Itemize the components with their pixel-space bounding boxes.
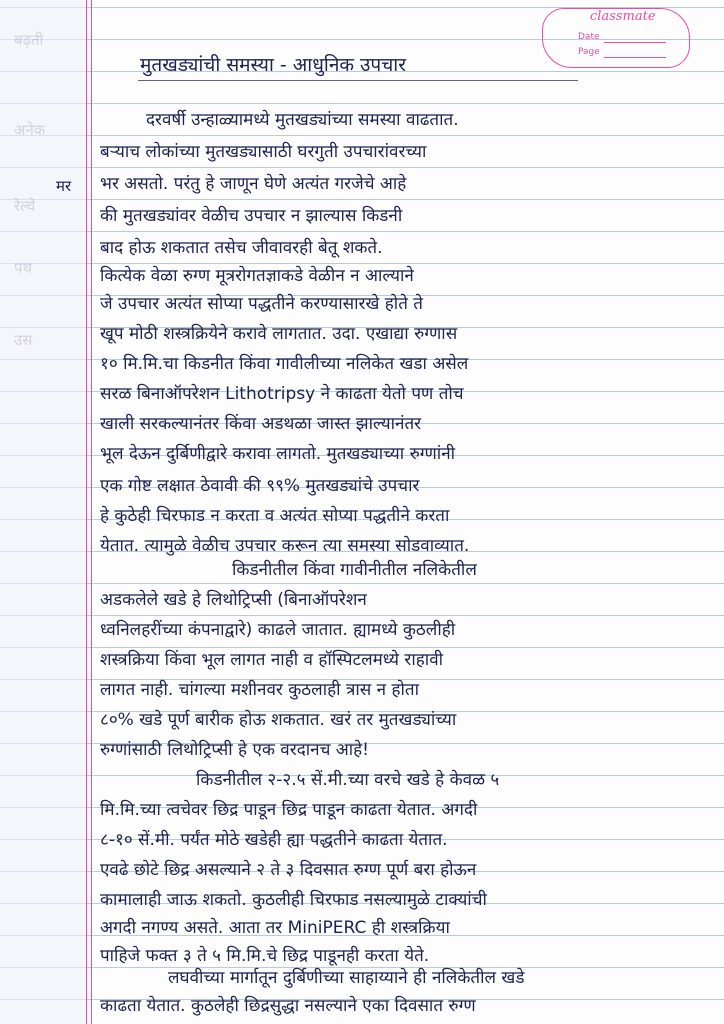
margin-line-outer [86,0,87,1024]
text-line: किडनीतील २-२.५ सें.मी.च्या वरचे खडे हे केवळ ५ [196,770,500,790]
text-line: बऱ्याच लोकांच्या मुतखड्यासाठी घरगुती उपचारांवरच्या [100,142,427,162]
text-line: की मुतखड्यांवर वेळीच उपचार न झाल्यास किडनी [100,206,403,226]
text-line: अडकलेले खडे हे लिथोट्रिप्सी (बिनाऑपरेशन [100,590,367,610]
text-line: दरवर्षी उन्हाळ्यामध्ये मुतखड्यांच्या समस्या वाढतात. [146,110,459,130]
text-line: एवढे छोटे छिद्र असल्याने २ ते ३ दिवसात रुग्ण पूर्ण बरा होऊन [100,860,477,880]
title-underline [138,80,578,81]
text-line: किडनीतील किंवा गावीनीतील नलिकेतील [232,560,477,580]
bleed-through-text: उस [14,331,33,349]
text-line: बाद होऊ शकतात तसेच जीवावरही बेतू शकते. [100,238,383,258]
notebook-brand: classmate [590,9,656,24]
text-line: अगदी नगण्य असते. आता तर MiniPERC ही शस्त्रक्रिया [100,918,450,938]
text-line: कित्येक वेळा रुग्ण मूत्ररोगतज्ञाकडे वेळीन न आल्याने [100,266,414,286]
page-title: मुतखड्यांची समस्या - आधुनिक उपचार [140,54,406,76]
text-line: ८-१० सें.मी. पर्यंत मोठे खडेही ह्या पद्धतीने काढता येतात. [100,830,448,850]
text-line: हे कुठेही चिरफाड न करता व अत्यंत सोप्या पद्धतीने करता [100,506,450,526]
text-line: भर असतो. परंतु हे जाणून घेणे अत्यंत गरजेचे आहे [100,174,407,194]
margin-note: मर [56,177,72,195]
left-margin-area [0,0,86,1024]
page-label: Page [578,47,600,57]
bleed-through-text: अनेक [14,121,46,139]
text-line: रुग्णांसाठी लिथोट्रिप्सी हे एक वरदानच आहे! [100,740,369,760]
text-line: खाली सरकल्यानंतर किंवा अडथळा जास्त झाल्यानंतर [100,414,422,434]
text-line: एक गोष्ट लक्षात ठेवावी की ९९% मुतखड्यांचे उपचार [100,476,420,496]
text-line: शस्त्रक्रिया किंवा भूल लागत नाही व हॉस्पिटलमध्ये राहावी [100,650,444,670]
date-line [604,42,666,43]
bleed-through-text: बढ़ती [14,31,44,49]
date-label: Date [578,32,600,42]
text-line: कामालाही जाऊ शकतो. कुठलीही चिरफाड नसल्यामुळे टाक्यांची [100,890,487,910]
text-line: काढता येतात. कुठलेही छिद्रसुद्धा नसल्याने एका दिवसात रुग्ण [100,996,476,1016]
text-line: खूप मोठी शस्त्रक्रियेने करावे लागतात. उदा. एखाद्या रुग्णास [100,324,458,344]
text-line: जे उपचार अत्यंत सोप्या पद्धतीने करण्यासारखे होते ते [100,294,423,314]
text-line: येतात. त्यामुळे वेळीच उपचार करून त्या समस्या सोडवाव्यात. [100,536,470,556]
text-line: ध्वनिलहरींच्या कंपनाद्वारे) काढले जातात. ह्यामध्ये कुठलीही [100,620,456,640]
margin-line-inner [91,0,92,1024]
text-line: सरळ बिनाऑपरेशन Lithotripsy ने काढता येतो पण तोच [100,384,464,404]
bleed-through-text: रेल्वे [14,197,36,215]
text-line: १० मि.मि.चा किडनीत किंवा गावीलीच्या नलिकेत खडा असेल [100,354,469,374]
text-line: ८०% खडे पूर्ण बारीक होऊ शकतात. खरं तर मुतखड्यांच्या [100,710,457,730]
text-line: लघवीच्या मार्गातून दुर्बिणीच्या साहाय्याने ही नलिकेतील खडे [168,968,525,988]
page-line [604,57,666,58]
text-line: मि.मि.च्या त्वचेवर छिद्र पाडून छिद्र पाडून काढता येतात. अगदी [100,800,478,820]
text-line: लागत नाही. चांगल्या मशीनवर कुठलाही त्रास न होता [100,680,419,700]
bleed-through-text: पथ [14,259,33,277]
text-line: भूल देऊन दुर्बिणीद्वारे करावा लागतो. मुतखड्याच्या रुग्णांनी [100,444,456,464]
text-line: पाहिजे फक्त ३ ते ५ मि.मि.चे छिद्र पाडूनही करता येते. [100,946,430,966]
